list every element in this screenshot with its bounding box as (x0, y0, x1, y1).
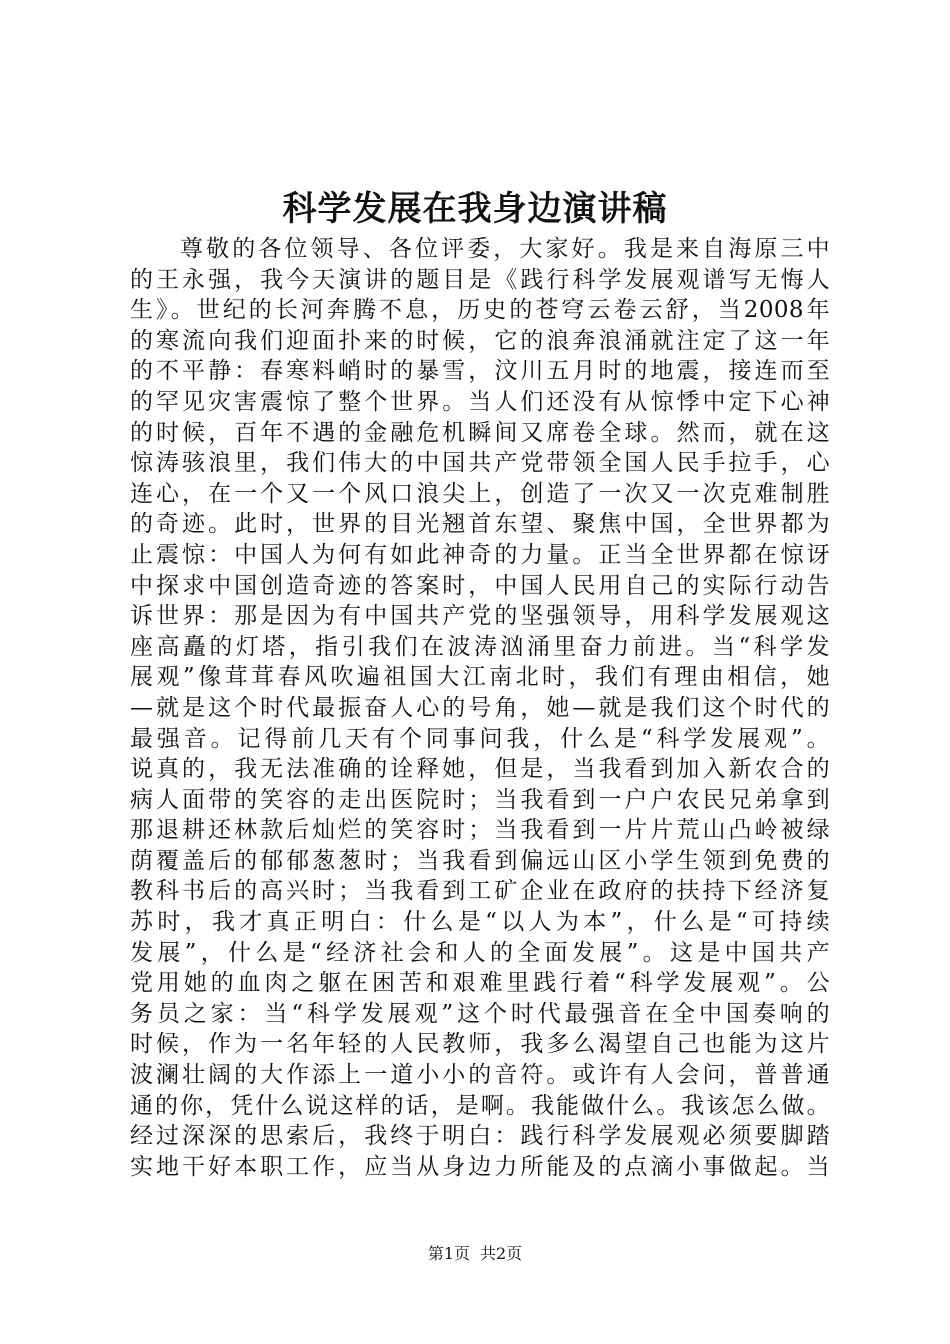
body-line: 最强音。记得前几天有个同事问我，什么是“科学发展观”。 (130, 725, 830, 752)
body-line: 座高矗的灯塔，指引我们在波涛汹涌里奋力前进。当“科学发 (130, 633, 830, 660)
body-line: 苏时，我才真正明白：什么是“以人为本”，什么是“可持续 (130, 909, 830, 936)
body-line: 诉世界：那是因为有中国共产党的坚强领导，用科学发展观这 (130, 603, 830, 630)
body-line: 党用她的血肉之躯在困苦和艰难里践行着“科学发展观”。公 (130, 970, 830, 997)
body-line: 时候，作为一名年轻的人民教师，我多么渴望自己也能为这片 (130, 1031, 830, 1058)
body-line: 那退耕还林款后灿烂的笑容时；当我看到一片片荒山凸岭被绿 (130, 817, 830, 844)
document-body (130, 234, 830, 1182)
body-line: 波澜壮阔的大作添上一道小小的音符。或许有人会问，普普通 (130, 1062, 830, 1089)
body-line: 病人面带的笑容的走出医院时；当我看到一户户农民兄弟拿到 (130, 786, 830, 813)
page-number: 第1页 (427, 1244, 470, 1263)
body-line: 荫覆盖后的郁郁葱葱时；当我看到偏远山区小学生领到免费的 (130, 847, 830, 874)
page-total: 共2页 (480, 1244, 523, 1263)
body-line: 止震惊：中国人为何有如此神奇的力量。正当全世界都在惊讶 (130, 541, 830, 568)
body-line: 惊涛骇浪里，我们伟大的中国共产党带领全国人民手拉手，心 (130, 450, 830, 477)
body-line: 的王永强，我今天演讲的题目是《践行科学发展观谱写无悔人 (130, 266, 830, 293)
body-line: 教科书后的高兴时；当我看到工矿企业在政府的扶持下经济复 (130, 878, 830, 905)
body-line: 发展”，什么是“经济社会和人的全面发展”。这是中国共产 (130, 939, 830, 966)
body-line: 的罕见灾害震惊了整个世界。当人们还没有从惊悸中定下心神 (130, 388, 830, 415)
body-line: 中探求中国创造奇迹的答案时，中国人民用自己的实际行动告 (130, 572, 830, 599)
body-line: 连心，在一个又一个风口浪尖上，创造了一次又一次克难制胜 (130, 480, 830, 507)
page-footer (0, 1242, 950, 1266)
body-line: —就是这个时代最振奋人心的号角，她—就是我们这个时代的 (130, 694, 830, 721)
body-line: 务员之家：当“科学发展观”这个时代最强音在全中国奏响的 (130, 1000, 830, 1027)
body-line: 生》。世纪的长河奔腾不息，历史的苍穹云卷云舒，当2008年 (130, 297, 830, 324)
body-line: 的寒流向我们迎面扑来的时候，它的浪奔浪涌就注定了这一年 (130, 327, 830, 354)
body-line: 的不平静：春寒料峭时的暴雪，汶川五月时的地震，接连而至 (130, 358, 830, 385)
body-line: 展观”像茸茸春风吹遍祖国大江南北时，我们有理由相信，她 (130, 664, 830, 691)
body-line: 的奇迹。此时，世界的目光翘首东望、聚焦中国，全世界都为 (130, 511, 830, 538)
body-line: 说真的，我无法准确的诠释她，但是，当我看到加入新农合的 (130, 756, 830, 783)
body-line: 通的你，凭什么说这样的话，是啊。我能做什么。我该怎么做。 (130, 1092, 830, 1119)
body-line: 经过深深的思索后，我终于明白：践行科学发展观必须要脚踏 (130, 1123, 830, 1150)
document-title: 科学发展在我身边演讲稿 (282, 189, 668, 229)
body-line: 的时候，百年不遇的金融危机瞬间又席卷全球。然而，就在这 (130, 419, 830, 446)
body-line: 实地干好本职工作，应当从身边力所能及的点滴小事做起。当 (130, 1153, 830, 1180)
body-line: 尊敬的各位领导、各位评委，大家好。我是来自海原三中 (180, 236, 830, 262)
